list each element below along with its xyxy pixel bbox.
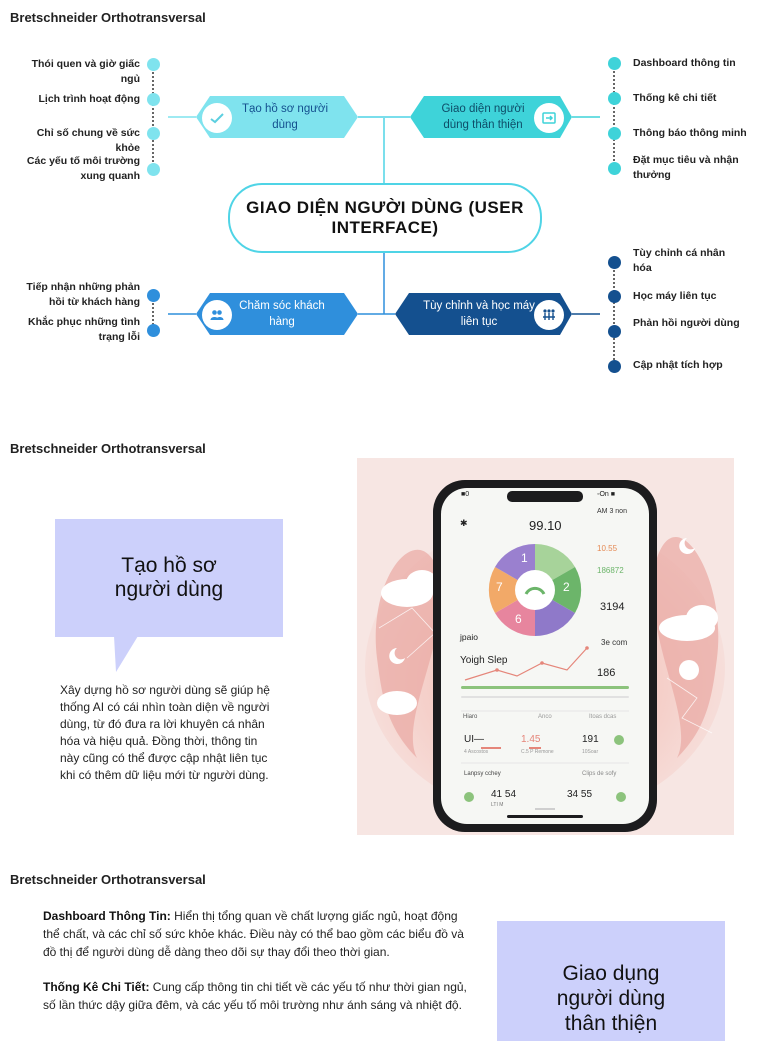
phone-value-top: 99.10 — [529, 518, 562, 533]
brand-title: Bretschneider Orthotransversal — [10, 441, 206, 456]
profile-item: Thói quen và giờ giấc ngủ — [31, 58, 140, 85]
network-icon — [534, 300, 564, 330]
wheel-number: 2 — [563, 580, 570, 594]
users-icon — [202, 300, 232, 330]
learning-item: Học máy liên tục — [633, 290, 717, 302]
phone-sleep-label: Yoigh Slep — [460, 655, 508, 666]
phone-row-value: 191 — [582, 734, 599, 745]
learning-item: Cập nhật tích hợp — [633, 359, 723, 371]
feature-paragraph — [43, 907, 468, 961]
branch-profile: Tạo hồ sơ người dùng — [241, 103, 329, 131]
phone-row-sub: C.5 P Remone — [521, 749, 554, 755]
bullet-dot — [608, 127, 621, 140]
bullet-dot — [147, 163, 160, 176]
center-topic: GIAO DIỆN NGƯỜI DÙNG (USER INTERFACE) — [228, 183, 542, 253]
feature-text: Hiển thị tổng quan về chất lượng giấc ngủ, hoạt động thể chất, và các chỉ số sức khỏe khác. Điều này có thể bao gồm các biểu đồ và đồ thị để người dùng dễ dàng theo dõi sự thay đổi theo thời gian. — [43, 909, 464, 959]
branch-learning: Tùy chỉnh và học máy liên tục — [423, 300, 535, 328]
phone-label-a: jpaio — [460, 632, 478, 642]
bullet-dot — [608, 360, 621, 373]
branch-support: Chăm sóc khách hàng — [239, 300, 325, 328]
branch-friendly-ui: Giao diện người dùng thân thiện — [441, 103, 525, 131]
support-item: Khắc phục những tình trạng lỗi — [27, 316, 140, 343]
phone-stat-1: 10.55 — [597, 544, 618, 553]
bullet-dot — [608, 92, 621, 105]
phone-row-label: Itoas dcas — [589, 714, 617, 720]
phone-bottom-sub: LTI M — [491, 802, 504, 808]
phone-row-value: 1.45 — [521, 734, 541, 745]
ui-item: Thông báo thông minh — [633, 127, 747, 139]
phone-bottom-left-title: Lanpsy cchey — [464, 771, 501, 777]
bullet-dot — [608, 256, 621, 269]
phone-value-186: 186 — [597, 667, 616, 679]
phone-bottom-right-title: Clips de sofy — [582, 771, 617, 777]
bullet-dot — [608, 325, 621, 338]
learning-item: Phản hồi người dùng — [633, 317, 740, 329]
phone-row-label: Hiaro — [463, 714, 478, 720]
phone-row-sub: 10Soar — [582, 749, 599, 755]
learning-item: Tùy chỉnh cá nhân hóa — [633, 247, 726, 274]
feature-title: Thống Kê Chi Tiết: — [43, 980, 150, 994]
friendly-ui-card: Giao dụng người dùng thân thiện — [497, 921, 725, 1041]
feature-paragraph — [43, 978, 468, 1014]
ui-item: Dashboard thông tin — [633, 57, 736, 69]
phone-date: AM 3 non — [597, 508, 627, 515]
wheel-number: 7 — [496, 580, 503, 594]
phone-menu-icon: ✱ — [460, 518, 468, 528]
profile-item: Các yếu tố môi trường xung quanh — [26, 155, 140, 182]
bullet-dot — [147, 58, 160, 71]
brand-title: Bretschneider Orthotransversal — [10, 872, 206, 887]
bullet-dot — [147, 324, 160, 337]
profile-card: Tạo hồ sơ người dùng — [55, 519, 283, 637]
bullet-dot — [608, 290, 621, 303]
ui-item: Đặt mục tiêu và nhận thưởng — [633, 154, 739, 181]
status-left: ■0 — [461, 491, 470, 498]
bullet-dot — [147, 93, 160, 106]
bullet-dot — [147, 289, 160, 302]
wheel-number: 6 — [515, 612, 522, 626]
bullet-dot — [608, 162, 621, 175]
phone-illustration — [357, 458, 734, 835]
phone-bottom-value: 34 55 — [567, 789, 593, 800]
wheel-number: 1 — [521, 551, 528, 565]
feature-text: Cung cấp thông tin chi tiết về các yếu tố như thời gian ngủ, số lần thức dậy giữa đêm, và các yếu tố môi trường như ánh sáng và nhiệt độ. — [43, 980, 467, 1012]
bullet-dot — [147, 127, 160, 140]
phone-stat-2: 186872 — [597, 566, 624, 575]
profile-item: Lịch trình hoạt động — [38, 93, 140, 105]
phone-bottom-value: 41 54 — [491, 789, 517, 800]
feature-title: Dashboard Thông Tin: — [43, 909, 171, 923]
bullet-dot — [608, 57, 621, 70]
check-icon — [202, 103, 232, 133]
brand-title: Bretschneider Orthotransversal — [10, 10, 206, 25]
phone-row-label: Anco — [538, 714, 552, 720]
profile-item: Chỉ số chung về sức khỏe — [36, 127, 140, 154]
phone-stat-3: 3194 — [600, 601, 625, 613]
phone-label-b: 3e com — [601, 638, 628, 647]
phone-row-sub: 4 Ascostos — [464, 749, 489, 755]
profile-paragraph: Xây dựng hồ sơ người dùng sẽ giúp hệ thống AI có cái nhìn toàn diện về người dùng, từ đó đưa ra lời khuyên cá nhân hóa và hiệu quả. Đồng thời, thông tin này cũng có thể được cập nhật liên tục khi có thêm dữ liệu mới từ người dùng. — [60, 683, 270, 782]
support-item: Tiếp nhận những phản hồi từ khách hàng — [26, 281, 140, 308]
status-right: ◦On ■ — [597, 491, 615, 498]
speech-tail — [110, 636, 140, 672]
ui-item: Thống kê chi tiết — [633, 92, 717, 104]
login-icon — [534, 103, 564, 133]
phone-row-value: UI— — [464, 734, 484, 745]
